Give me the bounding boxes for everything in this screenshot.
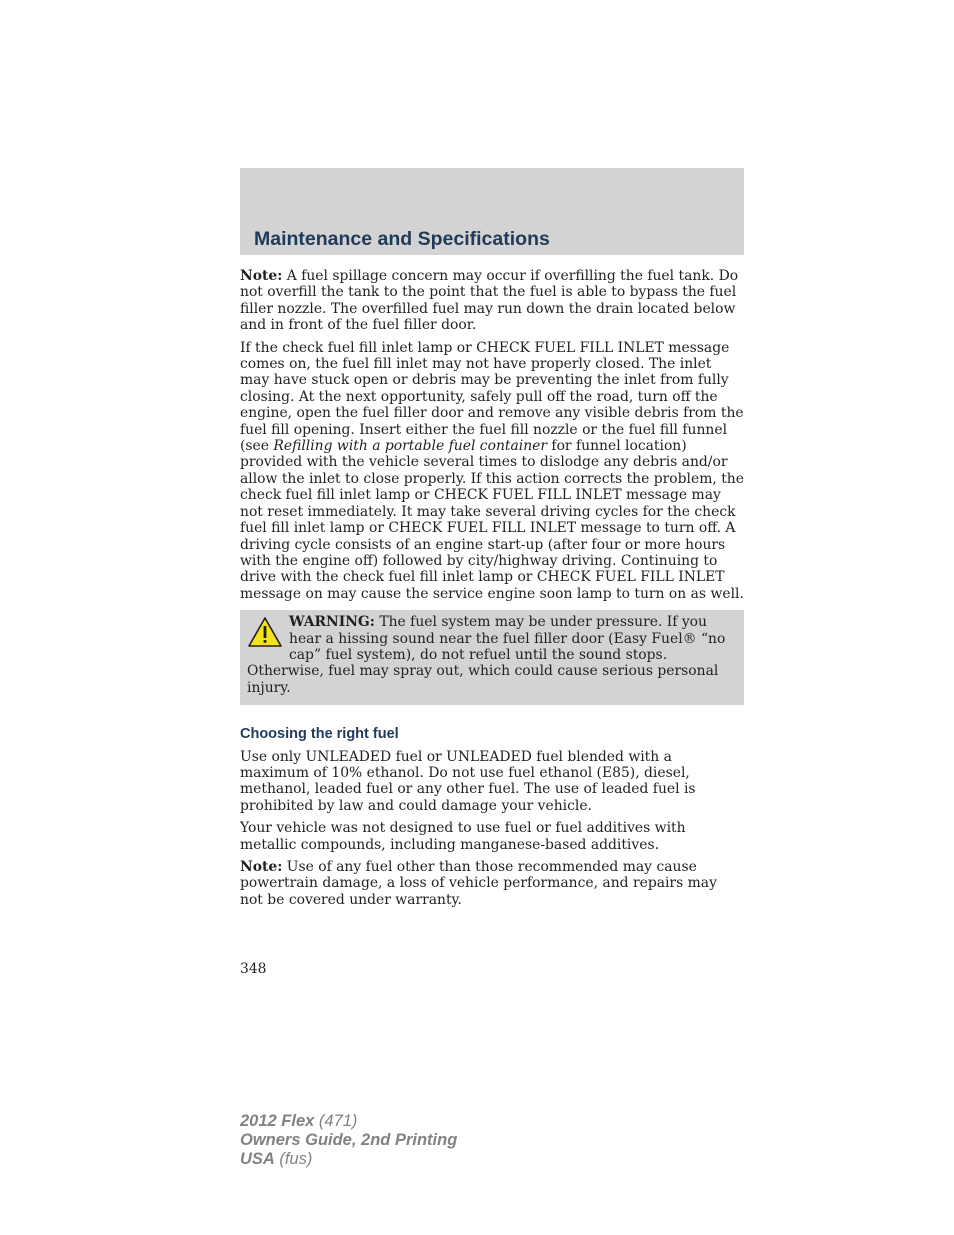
footer-market-code: (fus) [274,1150,313,1168]
page-content [240,268,744,914]
fuel-note-text: Use of any fuel other than those recommended may cause powertrain damage, a loss of vehicle performance, and repairs may not be covered under warranty. [240,859,717,908]
warning-triangle-icon [247,616,283,648]
footer-line-model [240,1112,457,1131]
footer-model: 2012 Flex [240,1112,315,1130]
fuel-type-paragraph: Use only UNLEADED fuel or UNLEADED fuel blended with a maximum of 10% ethanol. Do not use fuel ethanol (E85), diesel, methanol, leaded fuel or any other fuel. The use of leaded fuel is prohibited by law and could damage your vehicle. [240,748,696,814]
inlet-text-before: If the check fuel fill inlet lamp or CHECK FUEL FILL INLET message comes on, the fuel fill inlet may not have properly closed. The inlet may have stuck open or debris may be preventing the inlet from fully closing. At the next opportunity, safely pull off the road, turn off the engine, open the fuel filler door and remove any visible debris from the fuel fill opening. Insert either the fuel fill nozzle or the fuel fill funnel (see [240,339,744,455]
footer-market: USA [240,1150,275,1168]
fuel-note-paragraph [240,859,744,908]
footer-printing: Owners Guide, 2nd Printing [240,1131,458,1149]
inlet-text-after: for funnel location) provided with the vehicle several times to dislodge any debris and/or allow the inlet to close properly. If this action corrects the problem, the check fuel fill inlet lamp or CHECK FUEL FILL INLET message may not reset immediately. It may take several driving cycles for the check fuel fill inlet lamp or CHECK FUEL FILL INLET message to turn off. A driving cycle consists of an engine start-up (after four or more hours with the engine off) followed by city/highway driving. Continuing to drive with the check fuel fill inlet lamp or CHECK FUEL FILL INLET message on may cause the service engine soon lamp to turn on as well. [240,438,744,602]
warning-box [240,610,744,705]
section-title: Maintenance and Specifications [254,228,550,250]
note-label: Note: [240,268,283,284]
additives-paragraph: Your vehicle was not designed to use fuel or fuel additives with metallic compounds, including manganese-based additives. [240,820,686,853]
section-header-bar [240,168,744,255]
document-footer [240,1112,457,1169]
warning-text: The fuel system may be under pressure. If you hear a hissing sound near the fuel filler door (Easy Fuel® “no cap” fuel system), do not refuel until the sound stops. Otherwise, fuel may spray out, which could cause serious personal injury. [247,614,726,696]
page-number: 348 [240,961,267,977]
fuel-note-label: Note: [240,859,283,875]
footer-model-code: (471) [314,1112,358,1130]
section-heading: Choosing the right fuel [240,726,399,743]
cross-reference-link: Refilling with a portable fuel container [273,438,548,455]
warning-label: WARNING: [289,614,375,631]
footer-line-market [240,1150,457,1169]
fuel-inlet-paragraph [240,340,744,603]
note-text: A fuel spillage concern may occur if overfilling the fuel tank. Do not overfill the tank to the point that the fuel is able to bypass the fuel filler nozzle. The overfilled fuel may run down the drain located below and in front of the fuel filler door. [240,268,739,334]
note-paragraph [240,268,744,334]
